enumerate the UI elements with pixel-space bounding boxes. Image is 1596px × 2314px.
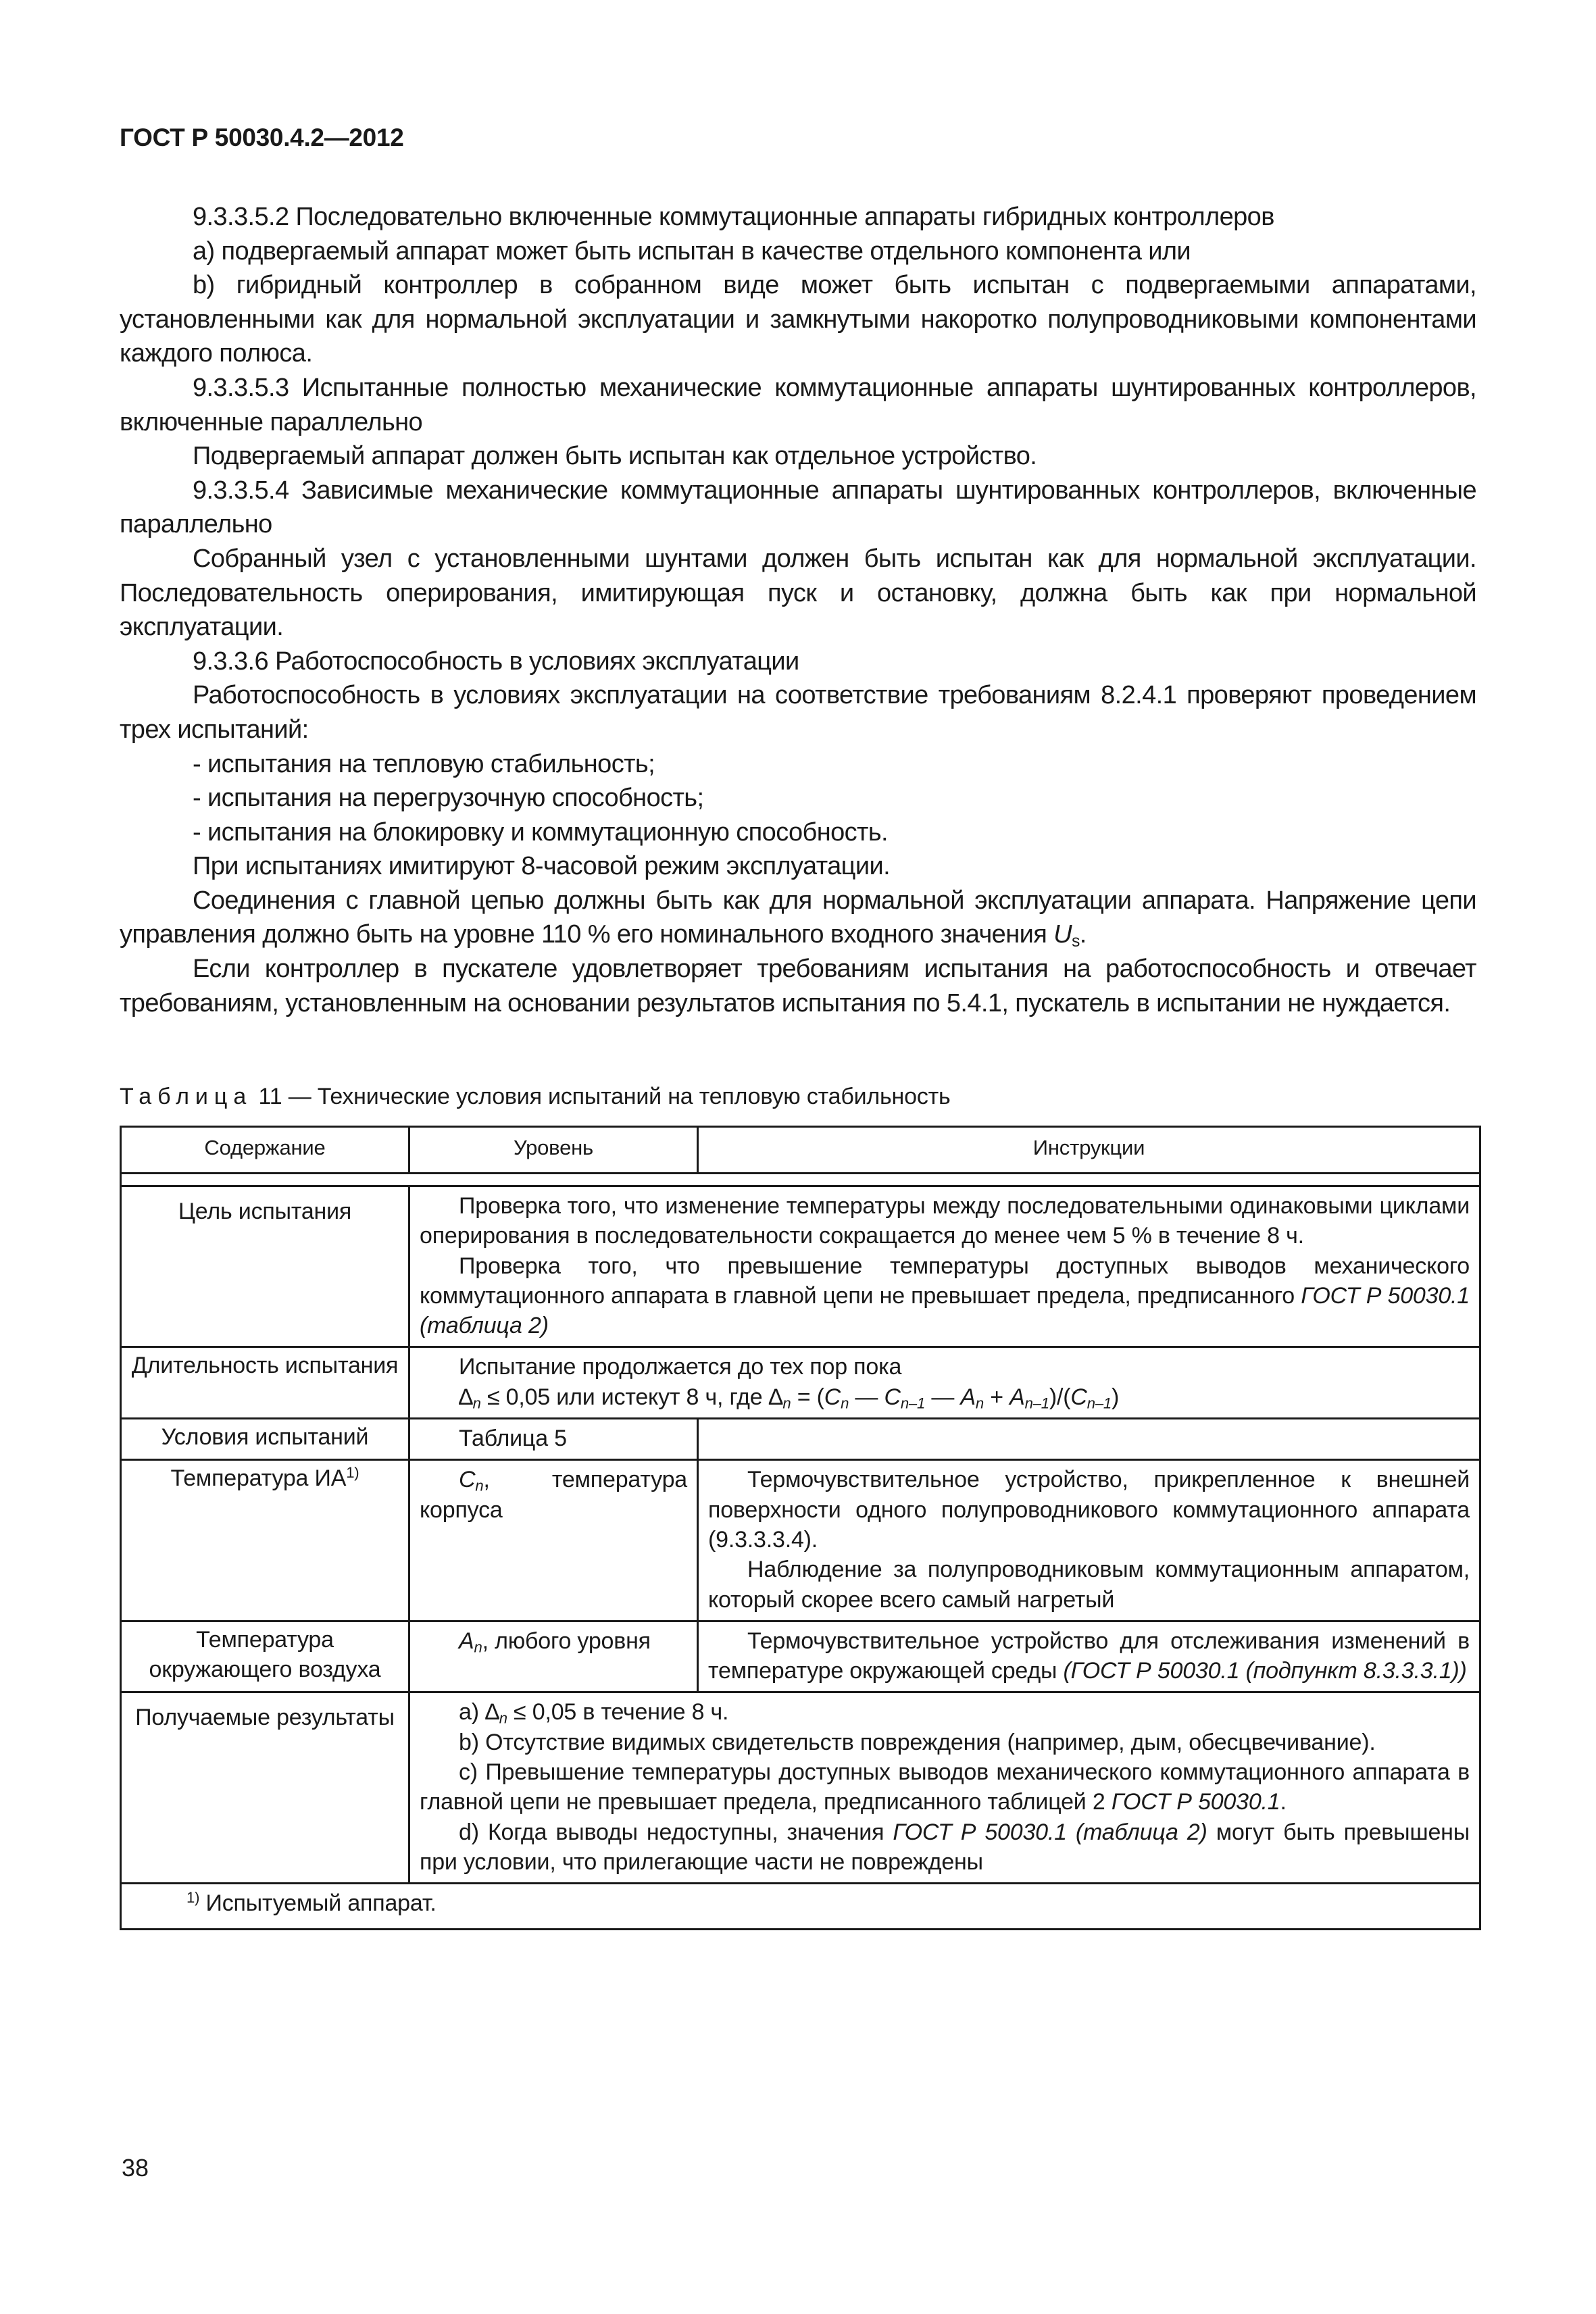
paragraph: При испытаниях имитируют 8-часовой режим эксплуатации. [193, 852, 891, 881]
list-item: - испытания на блокировку и коммутационную способность. [193, 818, 888, 847]
table-row [121, 1419, 1480, 1460]
body-text [120, 200, 1476, 1020]
table-caption: Таблица 11 — Технические условия испытаний на тепловую стабильность [120, 1084, 951, 1109]
column-header: Содержание [121, 1127, 409, 1174]
list-item: - испытания на перегрузочную способность; [193, 784, 704, 813]
table-row [121, 1347, 1480, 1419]
page-number: 38 [122, 2154, 149, 2182]
paragraph: Собранный узел с установленными шунтами должен быть испытан как для нормальной эксплуатации. Последовательность оперирования, имитирующая пуск и остановку, должна быть как при нормальной эксплуатации. [120, 544, 1476, 642]
row-content: а) $\Delta_n \le 0,05$ в течение 8 ч. b) Отсутствие видимых свидетельств повреждения (например, дым, обесцвечивание). с) Превышение температуры доступных выводов механического коммутационного аппарата в главной цепи не превышает предела, предписанного таблицей 2 ГОСТ Р 50030.1. d) Когда выводы недоступны, значения ГОСТ Р 50030.1 (таблица 2) могут быть превышены при условии, что прилегающие части не повреждены [409, 1692, 1480, 1884]
row-content: Испытание продолжается до тех пор пока $\Delta_n \le 0,05$ или истекут 8 ч, где $\Delta_n = (C_n$ — $C_{n-1}$ — $A_n + A_{n-1})/(C_{n-1})$ [409, 1347, 1480, 1419]
document-code-header: ГОСТ Р 50030.4.2—2012 [120, 124, 404, 151]
column-header: Уровень [409, 1127, 698, 1174]
column-header: Инструкции [698, 1127, 1480, 1174]
row-label: Температура окружающего воздуха [121, 1621, 409, 1692]
paragraph: 9.3.3.5.4 Зависимые механические коммутационные аппараты шунтированных контроллеров, включенные параллельно [120, 476, 1476, 539]
list-item: - испытания на тепловую стабильность; [193, 749, 655, 778]
table-row [121, 1460, 1480, 1621]
table-footnote: $^{1)}$ Испытуемый аппарат. [121, 1884, 1480, 1929]
paragraph: Подвергаемый аппарат должен быть испытан как отдельное устройство. [193, 442, 1037, 471]
row-instructions [698, 1419, 1480, 1460]
row-level: $C_n$, температура корпуса [409, 1460, 698, 1621]
paragraph: 9.3.3.5.2 Последовательно включенные коммутационные аппараты гибридных контроллеров [193, 203, 1274, 231]
header-separator [121, 1174, 1480, 1186]
row-instructions: Термочувствительное устройство для отслеживания изменений в температуре окружающей среды (ГОСТ Р 50030.1 (подпункт 8.3.3.3.1)) [698, 1621, 1480, 1692]
test-conditions-table [120, 1126, 1481, 1930]
table-footnote-row [121, 1884, 1480, 1929]
row-content: Проверка того, что изменение температуры между последовательными одинаковыми циклами оперирования в последовательности сокращается до менее чем 5 % в течение 8 ч. Проверка того, что превышение температуры доступных выводов механического коммутационного аппарата в главной цепи не превышает предела, предписанного ГОСТ Р 50030.1 (таблица 2) [409, 1186, 1480, 1347]
paragraph: 9.3.3.5.3 Испытанные полностью механические коммутационные аппараты шунтированных контроллеров, включенные параллельно [120, 373, 1476, 436]
paragraph: Если контроллер в пускателе удовлетворяет требованиям испытания на работоспособность и отвечает требованиям, установленным на основании результатов испытания по 5.4.1, пускатель в испытании не нуждается. [120, 955, 1476, 1017]
row-level: Таблица 5 [409, 1419, 698, 1460]
paragraph: 9.3.3.6 Работоспособность в условиях эксплуатации [193, 647, 799, 676]
row-label: Цель испытания [121, 1186, 409, 1347]
paragraph: Работоспособность в условиях эксплуатации на соответствие требованиям 8.2.4.1 проверяют проведением трех испытаний: [120, 681, 1476, 744]
table-row [121, 1186, 1480, 1347]
paragraph: а) подвергаемый аппарат может быть испытан в качестве отдельного компонента или [193, 236, 1191, 266]
row-label: Длительность испытания [121, 1347, 409, 1419]
row-level: $A_n$, любого уровня [409, 1621, 698, 1692]
row-label: Температура ИА$^{1)}$ [121, 1460, 409, 1621]
row-label: Получаемые результаты [121, 1692, 409, 1884]
paragraph: b) гибридный контроллер в собранном виде может быть испытан с подвергаемыми аппаратами, установленными как для нормальной эксплуатации и замкнутыми накоротко полупроводниковыми компонентами каждого полюса. [120, 271, 1476, 368]
paragraph: Соединения с главной цепью должны быть как для нормальной эксплуатации аппарата. Напряжение цепи управления должно быть на уровне 110 % его номинального входного значения $U_s$. [120, 886, 1476, 951]
table-header-row [121, 1127, 1480, 1174]
row-label: Условия испытаний [121, 1419, 409, 1460]
row-instructions: Термочувствительное устройство, прикрепленное к внешней поверхности одного полупроводникового коммутационного аппарата (9.3.3.3.4). Наблюдение за полупроводниковым коммутационным аппаратом, который скорее всего самый нагретый [698, 1460, 1480, 1621]
table-row [121, 1692, 1480, 1884]
table-row [121, 1621, 1480, 1692]
